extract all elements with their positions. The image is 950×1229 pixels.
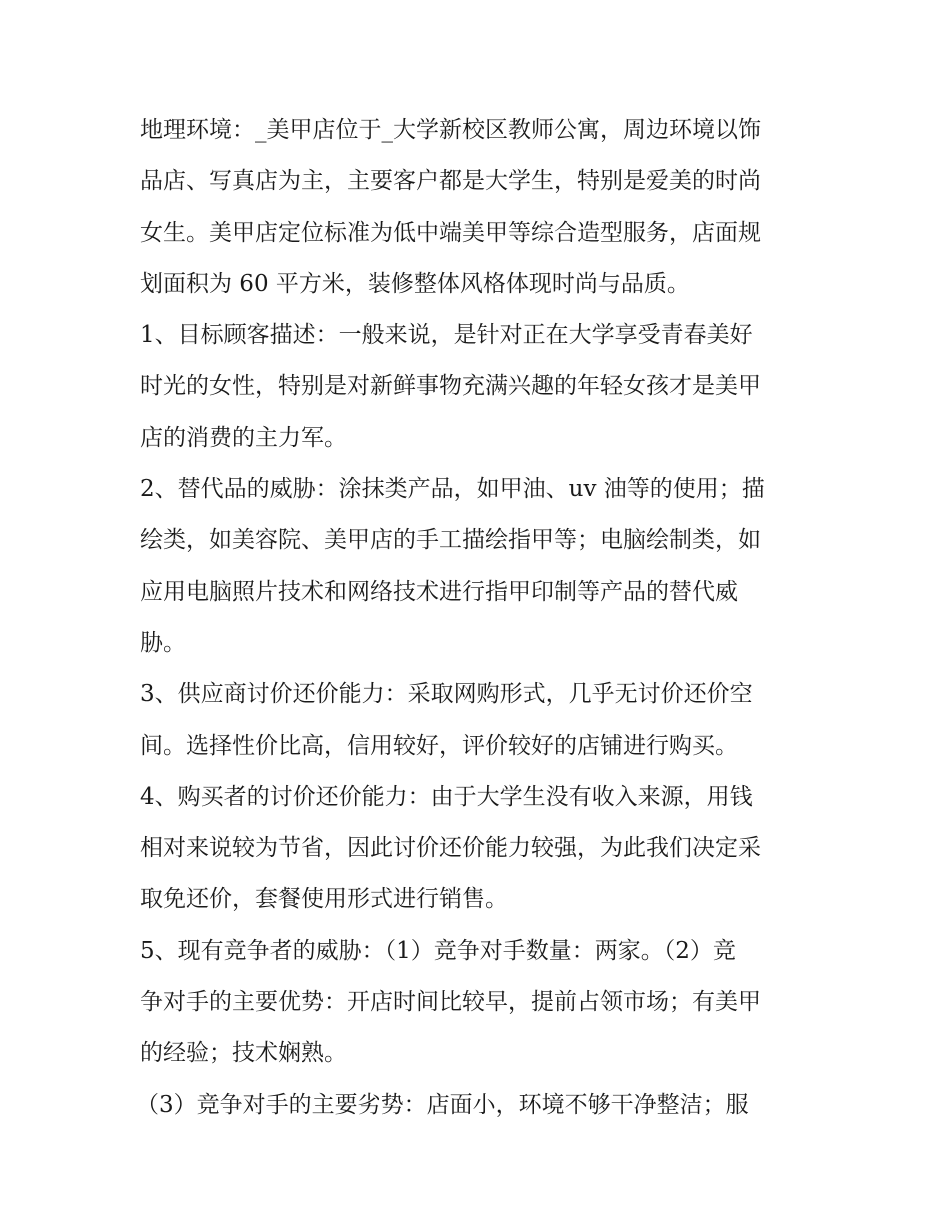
text-line: 2、替代品的威胁：涂抹类产品，如甲油、uv 油等的使用；描 [140, 476, 765, 503]
text-line: 的经验；技术娴熟。 [140, 1040, 347, 1067]
text-line: 女生。美甲店定位标准为低中端美甲等综合造型服务，店面规 [140, 219, 761, 246]
text-line: 地理环境：_美甲店位于_大学新校区教师公寓，周边环境以饰 [140, 117, 761, 143]
text-line: 店的消费的主力军。 [140, 424, 347, 451]
text-line: 划面积为 60 平方米，装修整体风格体现时尚与品质。 [140, 270, 690, 297]
text-line: 胁。 [140, 629, 186, 656]
text-line: 4、购买者的讨价还价能力：由于大学生没有收入来源，用钱 [140, 783, 753, 810]
text-line: 应用电脑照片技术和网络技术进行指甲印制等产品的替代威 [140, 578, 738, 605]
text-line: 时光的女性，特别是对新鲜事物充满兴趣的年轻女孩才是美甲 [140, 373, 761, 400]
text-line: 争对手的主要优势：开店时间比较早，提前占领市场；有美甲 [140, 989, 761, 1016]
text-line: 5、现有竞争者的威胁：（1）竞争对手数量：两家。（2）竞 [140, 937, 736, 964]
text-line: 1、目标顾客描述：一般来说，是针对正在大学享受青春美好 [140, 322, 753, 349]
text-line: 品店、写真店为主，主要客户都是大学生，特别是爱美的时尚 [140, 168, 761, 195]
document-body [136, 105, 820, 1131]
text-line: 绘类，如美容院、美甲店的手工描绘指甲等；电脑绘制类，如 [140, 527, 761, 554]
text-line: （3）竞争对手的主要劣势：店面小，环境不够干净整洁；服 [136, 1091, 749, 1118]
text-line: 相对来说较为节省，因此讨价还价能力较强，为此我们决定采 [140, 835, 761, 862]
text-line: 取免还价，套餐使用形式进行销售。 [140, 886, 508, 913]
text-line: 3、供应商讨价还价能力：采取网购形式，几乎无讨价还价空 [140, 681, 753, 708]
text-line: 间。选择性价比高，信用较好，评价较好的店铺进行购买。 [140, 732, 738, 759]
